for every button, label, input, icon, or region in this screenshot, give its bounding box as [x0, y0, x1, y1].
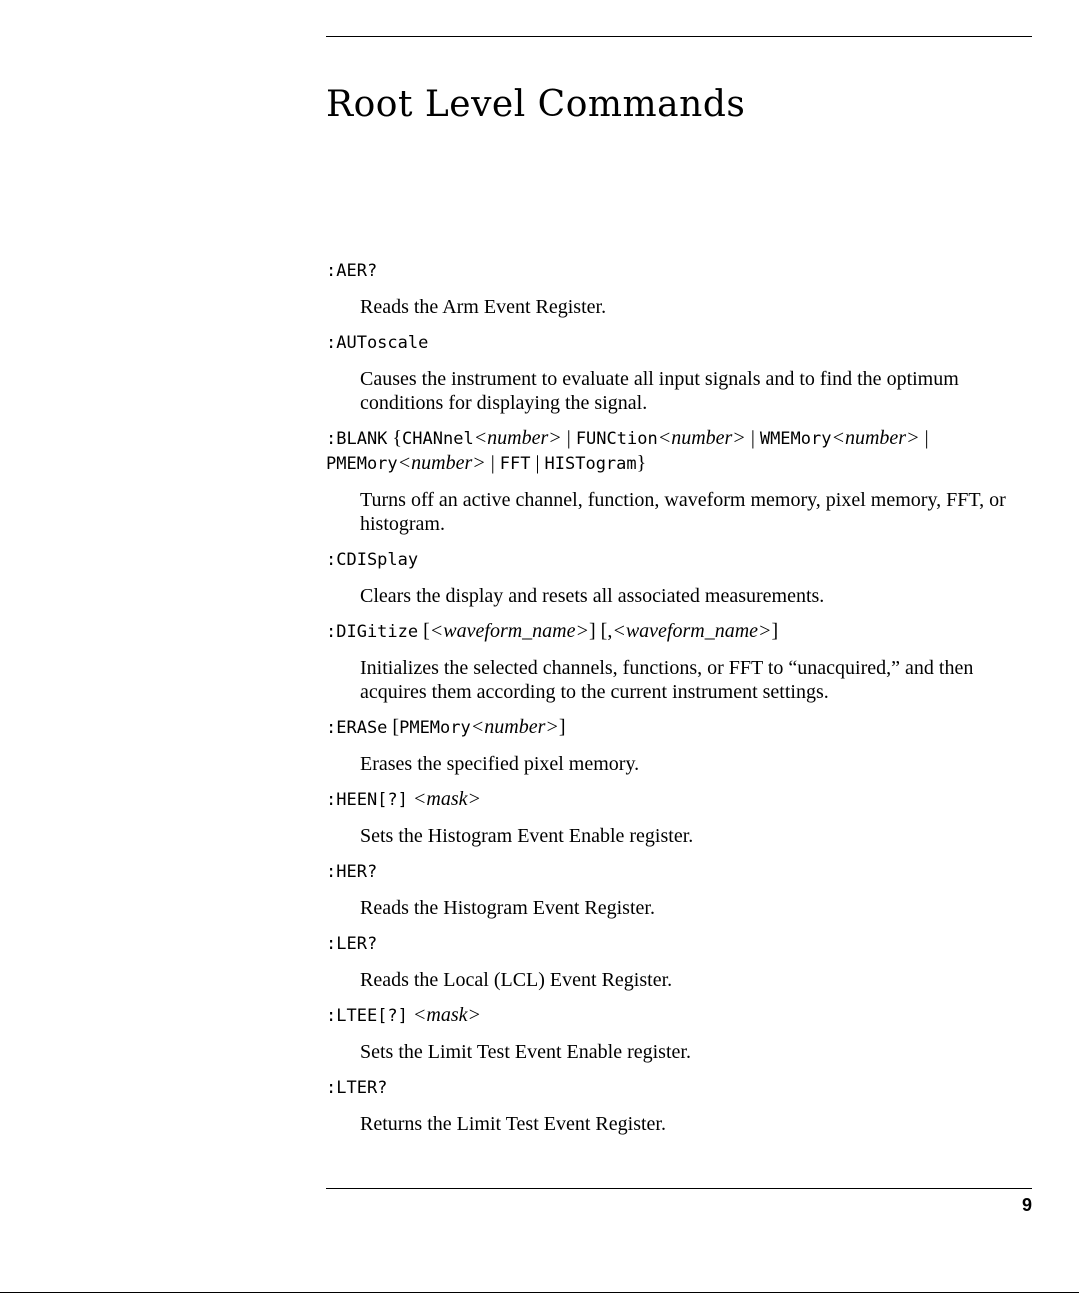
command-description: Sets the Histogram Event Enable register.: [360, 825, 694, 847]
command-syntax: [326, 931, 1032, 956]
command-entry: [326, 426, 1032, 536]
command-syntax: [326, 547, 1032, 572]
command-description: Erases the specified pixel memory.: [360, 753, 640, 775]
command-argument: <number>: [397, 452, 486, 474]
command-description: Initializes the selected channels, functions, or FFT to “unacquired,” and then acquires them according to the current instrument settings.: [360, 657, 974, 703]
command-description: Turns off an active channel, function, waveform memory, pixel memory, FFT, or histogram.: [360, 489, 1006, 535]
command-argument: <mask>: [412, 1004, 481, 1026]
command-entry: [326, 931, 1032, 992]
command-punctuation: |: [745, 427, 760, 449]
command-keyword: FFT: [499, 454, 531, 474]
command-syntax: [326, 1075, 1032, 1100]
command-entry: [326, 1003, 1032, 1064]
command-entry: [326, 330, 1032, 415]
command-keyword: WMEMory: [759, 429, 832, 449]
command-keyword: :ERASe: [326, 718, 388, 738]
command-argument: <number>: [657, 427, 746, 449]
command-argument: <number>: [473, 427, 562, 449]
command-description: Reads the Local (LCL) Event Register.: [360, 969, 673, 991]
page-number: 9: [1021, 1195, 1032, 1215]
command-punctuation: ]: [771, 620, 779, 642]
command-keyword: :CDISplay: [326, 550, 419, 570]
command-punctuation: |: [485, 452, 500, 474]
command-keyword: :AUToscale: [326, 333, 429, 353]
command-punctuation: ]: [558, 716, 566, 738]
command-argument: <number>: [831, 427, 920, 449]
command-argument: <waveform_name>: [612, 620, 772, 642]
command-punctuation: |: [561, 427, 576, 449]
command-keyword: :HEEN[?]: [326, 790, 408, 810]
command-syntax: [326, 330, 1032, 355]
command-keyword: FUNCtion: [575, 429, 658, 449]
command-keyword: :HER?: [326, 862, 378, 882]
command-keyword: PMEMory: [326, 454, 398, 474]
command-argument: <number>: [470, 716, 559, 738]
command-punctuation: ] [,: [589, 620, 613, 642]
command-syntax: [326, 426, 1032, 476]
command-punctuation: |: [530, 452, 545, 474]
command-keyword: CHANnel: [402, 429, 474, 449]
command-description: Reads the Arm Event Register.: [360, 296, 607, 318]
command-entry: [326, 787, 1032, 848]
command-description: Reads the Histogram Event Register.: [360, 897, 655, 919]
command-syntax: [326, 787, 1032, 812]
command-entry: [326, 859, 1032, 920]
command-description: Causes the instrument to evaluate all input signals and to find the optimum conditions for displaying the signal.: [360, 368, 959, 414]
command-punctuation: }: [636, 452, 647, 474]
command-keyword: :AER?: [326, 261, 378, 281]
command-entry: [326, 715, 1032, 776]
command-description: Returns the Limit Test Event Register.: [360, 1113, 666, 1135]
command-keyword: HISTogram: [544, 454, 637, 474]
command-keyword: :LTEE[?]: [326, 1006, 408, 1026]
command-punctuation: {: [387, 427, 403, 449]
command-keyword: :BLANK: [326, 429, 388, 449]
command-syntax: [326, 619, 1032, 644]
command-punctuation: [: [418, 620, 430, 642]
command-entry: [326, 1075, 1032, 1136]
command-syntax: [326, 859, 1032, 884]
command-entry: [326, 258, 1032, 319]
page-title: Root Level Commands: [326, 84, 746, 125]
command-description: Sets the Limit Test Event Enable register.: [360, 1041, 691, 1063]
command-punctuation: [: [387, 716, 400, 738]
command-argument: <waveform_name>: [429, 620, 589, 642]
command-keyword: :LTER?: [326, 1078, 388, 1098]
command-punctuation: |: [919, 427, 929, 449]
header-rule: [326, 36, 1032, 37]
page-edge-rule: [0, 1292, 1079, 1293]
command-list: [326, 258, 1032, 1147]
command-syntax: [326, 258, 1032, 283]
command-keyword: PMEMory: [399, 718, 471, 738]
command-keyword: :LER?: [326, 934, 378, 954]
command-description: Clears the display and resets all associated measurements.: [360, 585, 825, 607]
command-keyword: :DIGitize: [326, 622, 419, 642]
command-entry: [326, 619, 1032, 704]
command-argument: <mask>: [412, 788, 481, 810]
command-syntax: [326, 715, 1032, 740]
command-syntax: [326, 1003, 1032, 1028]
footer-rule: [326, 1188, 1032, 1189]
command-entry: [326, 547, 1032, 608]
